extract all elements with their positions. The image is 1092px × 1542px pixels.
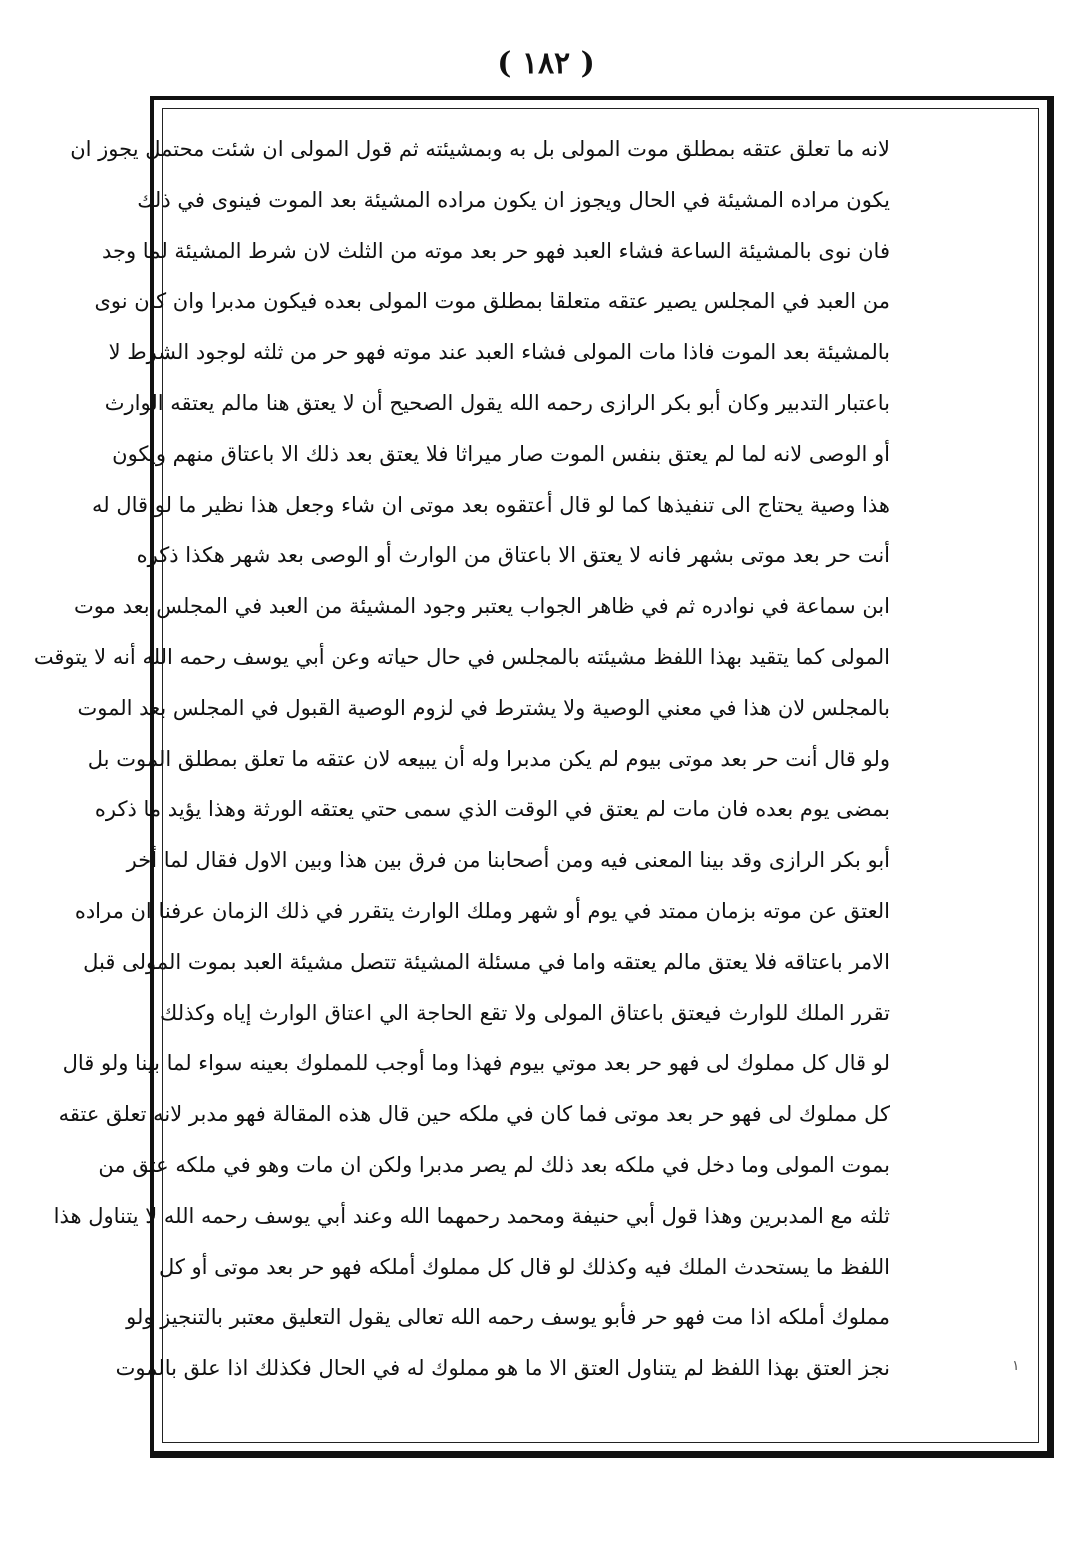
text-line: أبو بكر الرازى وقد بينا المعنى فيه ومن أصحابنا من فرق بين هذا وبين الاول فقال لما أخر (126, 848, 890, 873)
text-line: كل مملوك لى فهو حر بعد موتى فما كان في ملكه حين قال هذه المقالة فهو مدبر لانه تعلق عتقه (58, 1102, 890, 1127)
text-line: بموت المولى وما دخل في ملكه بعد ذلك لم يصر مدبرا ولكن ان مات وهو في ملكه عتق من (98, 1152, 890, 1177)
text-line: لانه ما تعلق عتقه بمطلق موت المولى بل به وبمشيئته ثم قول المولى ان شئت محتمل يجوز ان (70, 137, 890, 161)
text-line: بالمشيئة بعد الموت فاذا مات المولى فشاء العبد عند موته فهو حر من ثلثه لوجود الشرط لا (108, 340, 890, 365)
text-line: بالمجلس لان هذا في معني الوصية ولا يشترط في لزوم الوصية القبول في المجلس بعد الموت (77, 695, 890, 720)
text-line: باعتبار التدبير وكان أبو بكر الرازى رحمه الله يقول الصحيح أن لا يعتق هنا مالم يعتقه الوارث (104, 390, 890, 415)
text-line: من العبد في المجلس يصير عتقه متعلقا بمطلق موت المولى بعده فيكون مدبرا وان كان نوى (94, 289, 890, 314)
text-line: يكون مراده المشيئة في الحال ويجوز ان يكون مراده المشيئة بعد الموت فينوى في ذلك (137, 187, 890, 212)
text-line: فان نوى بالمشيئة الساعة فشاء العبد فهو حر بعد موته من الثلث لان شرط المشيئة لما وجد (101, 238, 890, 263)
text-line: اللفظ ما يستحدث الملك فيه وكذلك لو قال كل مملوك أملكه فهو حر بعد موتى أو كل (158, 1254, 890, 1279)
text-line: لو قال كل مملوك لى فهو حر بعد موتي بيوم فهذا وما أوجب للمملوك بعينه سواء لما بينا ولو قال (62, 1051, 890, 1076)
text-line: أنت حر بعد موتى بشهر فانه لا يعتق الا باعتاق من الوارث أو الوصى بعد شهر هكذا ذكره (136, 543, 890, 568)
text-line: تقرر الملك للوارث فيعتق باعتاق المولى ولا تقع الحاجة الي اعتاق الوارث إياه وكذلك (160, 1000, 890, 1025)
text-line: مملوك أملكه اذا مت فهو حر فأبو يوسف رحمه الله تعالى يقول التعليق معتبر بالتنجيز ولو (126, 1305, 890, 1330)
text-line: ابن سماعة في نوادره ثم في ظاهر الجواب يعتبر وجود المشيئة من العبد في المجلس بعد موت (74, 594, 890, 619)
text-line: هذا وصية يحتاج الى تنفيذها كما لو قال أعتقوه بعد موتى ان شاء وجعل هذا نظير ما لو قال له (92, 492, 890, 517)
text-line: العتق عن موته بزمان ممتد في يوم أو شهر وملك الوارث يتقرر في ذلك الزمان عرفنا ان مراده (74, 898, 890, 923)
text-line: ولو قال أنت حر بعد موتى بيوم لم يكن مدبرا وله أن يبيعه لان عتقه ما تعلق بمطلق الموت بل (87, 746, 890, 771)
text-line: نجز العتق بهذا اللفظ لم يتناول العتق الا ما هو مملوك له في الحال فكذلك اذا علق بالموت (115, 1356, 890, 1381)
margin-mark: ١ (1012, 1358, 1020, 1374)
text-line: الامر باعتاقه فلا يعتق مالم يعتقه واما في مسئلة المشيئة تتصل مشيئة العبد بموت المولى قبل (83, 949, 890, 974)
text-line: ثلثه مع المدبرين وهذا قول أبي حنيفة ومحمد رحمهما الله وعند أبي يوسف رحمه الله لا يتناول هذا (53, 1203, 890, 1228)
text-line: بمضى يوم بعده فان مات لم يعتق في الوقت الذي سمى حتي يعتقه الورثة وهذا يؤيد ما ذكره (94, 797, 890, 822)
body-text (33, 124, 890, 1394)
text-line: أو الوصى لانه لما لم يعتق بنفس الموت صار ميراثا فلا يعتق بعد ذلك الا باعتاق منهم ويكون (112, 441, 890, 466)
text-line: المولى كما يتقيد بهذا اللفظ مشيئته بالمجلس في حال حياته وعن أبي يوسف رحمه الله أنه لا يتوقت (33, 644, 890, 669)
page-number: ( ١٨٢ ) (497, 46, 595, 81)
